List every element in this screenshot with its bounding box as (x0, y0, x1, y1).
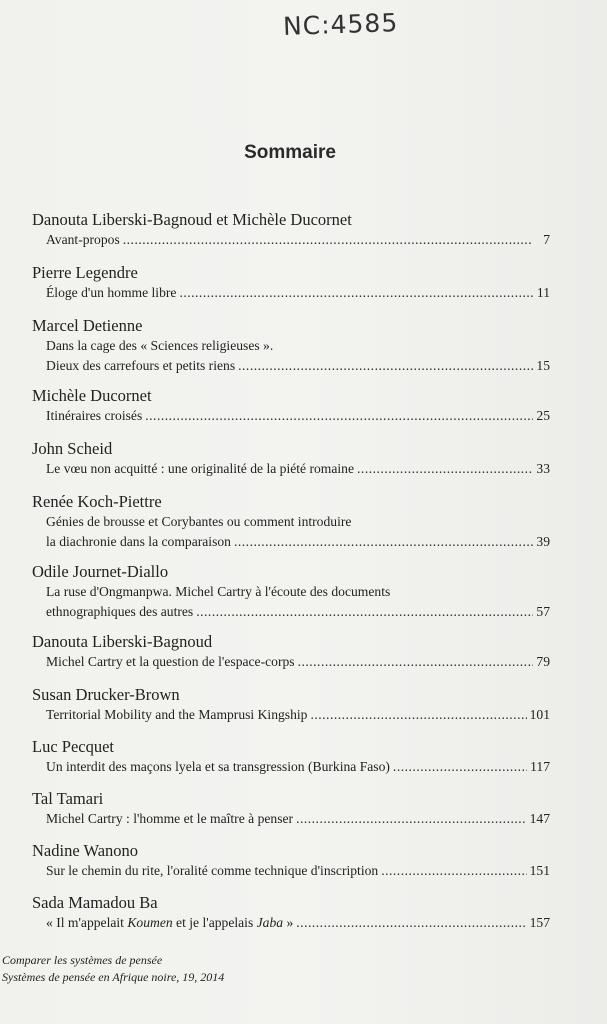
toc-author: Nadine Wanono (32, 841, 139, 860)
toc-entry (32, 492, 550, 552)
toc-article-title: Génies de brousse et Corybantes ou comment introduire (46, 514, 352, 529)
toc-article-title: Michel Cartry : l'homme et le maître à penser (46, 811, 294, 826)
toc-entry (32, 263, 550, 303)
dot-leader (123, 230, 533, 250)
toc-article-title: ethnographiques des autres (46, 604, 194, 619)
toc-line (46, 230, 550, 250)
toc-line (46, 705, 550, 725)
series-footer (2, 952, 224, 986)
toc-article-title: Michel Cartry et la question de l'espace-corps (46, 654, 295, 669)
toc-article-title: Avant-propos (46, 232, 120, 247)
dot-leader (296, 913, 526, 933)
dot-leader (179, 283, 533, 303)
toc-page-number: 79 (536, 654, 550, 669)
toc-article-title: Sur le chemin du rite, l'oralité comme technique d'inscription (46, 863, 379, 878)
toc-article-title: Éloge d'un homme libre (46, 285, 177, 300)
dot-leader (298, 652, 533, 672)
toc-article-title: La ruse d'Ongmanpwa. Michel Cartry à l'écoute des documents (46, 584, 391, 599)
toc-article-title: Le vœu non acquitté : une originalité de la piété romaine (46, 461, 355, 476)
dot-leader (238, 356, 533, 376)
toc-page-number: 33 (536, 461, 550, 476)
dot-leader (196, 602, 533, 622)
toc-author: Odile Journet-Diallo (32, 562, 169, 581)
toc-author: John Scheid (32, 439, 113, 458)
toc-page-number: 101 (529, 707, 550, 722)
dot-leader (393, 757, 527, 777)
footer-collection: Systèmes de pensée en Afrique noire, 19, 2014 (2, 970, 225, 984)
toc-line (46, 532, 550, 552)
toc-page-number: 7 (543, 232, 550, 247)
toc-article-title: Itinéraires croisés (46, 408, 143, 423)
dot-leader (296, 809, 527, 829)
toc-article-title: Dieux des carrefours et petits riens (46, 358, 236, 373)
toc-entry (32, 893, 550, 933)
toc-article-title: Territorial Mobility and the Mamprusi Kingship (46, 707, 308, 722)
toc-line (46, 459, 550, 479)
toc-page-number: 147 (529, 811, 550, 826)
toc-entry (32, 841, 550, 881)
toc-author: Sada Mamadou Ba (32, 893, 158, 912)
toc-line (46, 757, 550, 777)
toc-article-title: la diachronie dans la comparaison (46, 534, 231, 549)
toc-line (46, 283, 550, 303)
toc-entry (32, 737, 550, 777)
toc-line (46, 406, 550, 426)
toc-page-number: 57 (536, 604, 550, 619)
toc-page-number: 157 (529, 915, 550, 930)
toc-page-number: 117 (530, 759, 550, 774)
dot-leader (234, 532, 533, 552)
toc-author: Tal Tamari (32, 789, 104, 808)
toc-entry (32, 632, 550, 672)
dot-leader (310, 705, 526, 725)
toc-line (46, 652, 550, 672)
toc-entry (32, 562, 550, 622)
toc-author: Renée Koch-Piettre (32, 492, 162, 511)
toc-line (46, 602, 550, 622)
toc-entry (32, 386, 550, 426)
toc-entry (32, 316, 550, 376)
toc-line (46, 356, 550, 376)
toc-entry (32, 789, 550, 829)
toc-line (46, 809, 550, 829)
handwritten-call-number: NC:4585 (282, 7, 399, 42)
toc-page-number: 25 (536, 408, 550, 423)
toc-author: Luc Pecquet (32, 737, 115, 756)
dot-leader (381, 861, 526, 881)
toc-entry (32, 685, 550, 725)
toc-entry (32, 439, 550, 479)
toc-article-title: Un interdit des maçons lyela et sa transgression (Burkina Faso) (46, 759, 390, 774)
toc-author: Marcel Detienne (32, 316, 143, 335)
toc-line (46, 913, 550, 933)
toc-page-number: 11 (536, 285, 550, 300)
toc-line (46, 861, 550, 881)
toc-article-title: Dans la cage des « Sciences religieuses ». (46, 338, 274, 353)
dot-leader (145, 406, 533, 426)
toc-author: Susan Drucker-Brown (32, 685, 180, 704)
toc-entry (32, 210, 550, 250)
toc-author: Michèle Ducornet (32, 386, 152, 405)
dot-leader (357, 459, 533, 479)
toc-page-number: 15 (536, 358, 550, 373)
footer-series-title: Comparer les systèmes de pensée (2, 953, 163, 967)
toc-author: Danouta Liberski-Bagnoud (32, 632, 213, 651)
toc-author: Pierre Legendre (32, 263, 138, 282)
page-title: Sommaire (244, 142, 336, 163)
toc-page-number: 151 (529, 863, 550, 878)
toc-article-title: « Il m'appelait Koumen et je l'appelais Jaba » (46, 915, 294, 930)
toc-page-number: 39 (536, 534, 550, 549)
toc-author: Danouta Liberski-Bagnoud et Michèle Ducornet (32, 210, 352, 229)
